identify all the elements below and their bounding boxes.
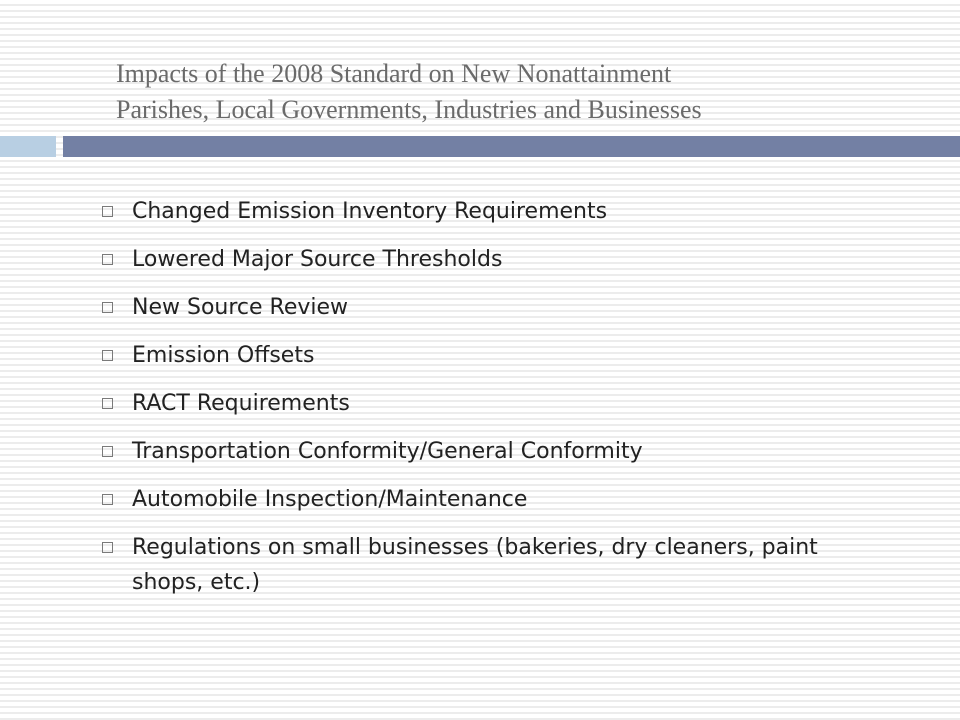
bullet-item	[100, 242, 840, 277]
title-line-1: Impacts of the 2008 Standard on New Nonattainment	[116, 59, 672, 88]
title-accent-bar-left	[0, 136, 56, 157]
bullet-text: Emission Offsets	[132, 343, 315, 368]
square-bullet-icon	[102, 302, 113, 313]
slide-title	[116, 56, 916, 128]
square-bullet-icon	[102, 542, 113, 553]
bullet-item	[100, 194, 840, 229]
title-line-2: Parishes, Local Governments, Industries and Businesses	[116, 95, 702, 124]
bullet-text: New Source Review	[132, 295, 349, 320]
bullet-text: Changed Emission Inventory Requirements	[132, 199, 608, 224]
square-bullet-icon	[102, 494, 113, 505]
square-bullet-icon	[102, 206, 113, 217]
bullet-list	[100, 194, 840, 613]
bullet-item	[100, 434, 840, 469]
bullet-text: Automobile Inspection/Maintenance	[132, 487, 528, 512]
square-bullet-icon	[102, 350, 113, 361]
bullet-item	[100, 338, 840, 373]
bullet-text: Lowered Major Source Thresholds	[132, 247, 503, 272]
bullet-item	[100, 530, 840, 600]
square-bullet-icon	[102, 254, 113, 265]
bullet-item	[100, 482, 840, 517]
bullet-text: RACT Requirements	[132, 391, 350, 416]
bullet-item	[100, 386, 840, 421]
bullet-text: Transportation Conformity/General Conformity	[132, 439, 643, 464]
bullet-text: Regulations on small businesses (bakeries, dry cleaners, paint shops, etc.)	[132, 535, 818, 595]
square-bullet-icon	[102, 398, 113, 409]
title-accent-bar-right	[63, 136, 960, 157]
square-bullet-icon	[102, 446, 113, 457]
bullet-item	[100, 290, 840, 325]
